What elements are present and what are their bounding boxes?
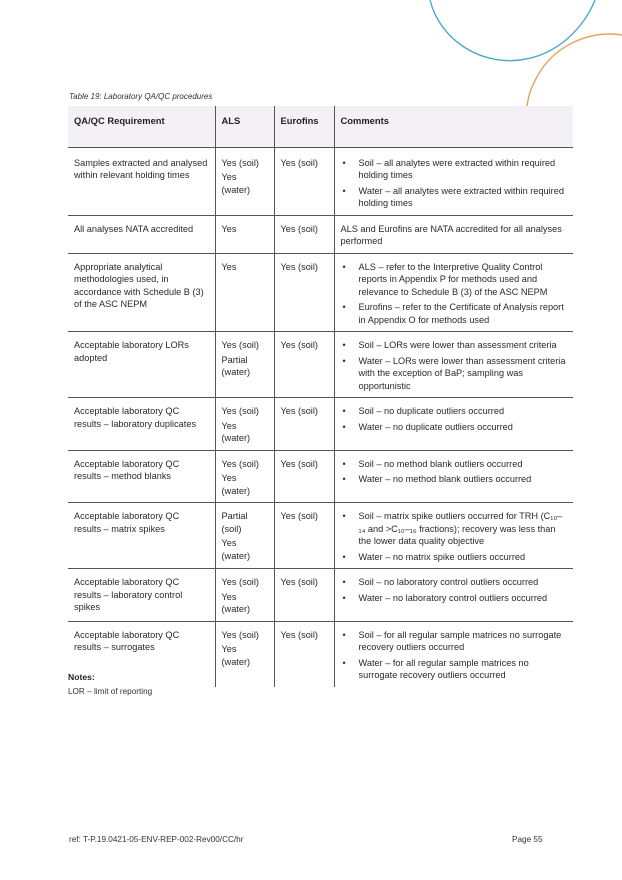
bullet-icon: • — [342, 157, 346, 168]
footer-reference: ref: T-P.19.0421-05-ENV-REP-002-Rev00/CC/hr — [69, 835, 244, 844]
table-row — [68, 503, 573, 569]
bullet-icon: • — [342, 261, 346, 272]
bullet-icon: • — [342, 511, 346, 521]
eurofins-cell: Yes (soil) — [274, 253, 334, 332]
requirement-cell: Samples extracted and analysed within relevant holding times — [74, 157, 208, 180]
eurofins-cell: Yes (soil) — [274, 398, 334, 451]
comment-item — [341, 592, 568, 605]
comments-cell: ALS and Eurofins are NATA accredited for all analyses performed — [334, 215, 573, 253]
bullet-icon: • — [342, 551, 346, 562]
bullet-icon: • — [342, 629, 346, 640]
comment-text: Water – no duplicate outliers occurred — [358, 421, 513, 432]
comment-item — [341, 576, 568, 589]
als-value: Yes (soil) — [221, 629, 259, 640]
comment-item — [341, 301, 568, 326]
requirement-cell: Acceptable laboratory QC results – surrogates — [74, 629, 180, 652]
comment-item — [341, 339, 568, 352]
als-cell — [215, 621, 274, 687]
comment-text: Soil – matrix spike outliers occurred for TRH (C₁₀–₁₄ and >C₁₀–₁₆ fractions); recovery was less than the lower data quality objective — [358, 511, 563, 546]
table-row — [68, 253, 573, 332]
comment-text: Soil – no duplicate outliers occurred — [358, 406, 505, 416]
comment-text: Eurofins – refer to the Certificate of Analysis report in Appendix O for methods used — [358, 302, 564, 325]
table-row — [68, 332, 573, 398]
comment-item — [341, 421, 568, 434]
comment-item — [341, 355, 568, 393]
table-row — [68, 621, 573, 687]
header-comments: Comments — [334, 106, 573, 147]
eurofins-cell: Yes (soil) — [274, 569, 334, 622]
table-row — [68, 450, 573, 503]
table-body — [68, 147, 573, 687]
eurofins-cell: Yes (soil) — [274, 332, 334, 398]
eurofins-cell: Yes (soil) — [274, 147, 334, 215]
footer-page-number: Page 55 — [512, 835, 543, 844]
notes-text: LOR – limit of reporting — [68, 687, 153, 696]
als-value: Yes (soil) — [221, 458, 259, 469]
table-row — [68, 569, 573, 622]
comment-text: Soil – no laboratory control outliers occurred — [358, 577, 539, 587]
bullet-icon: • — [342, 474, 346, 484]
als-cell — [215, 398, 274, 451]
als-value: Partial (soil) — [221, 511, 248, 534]
comment-text: Water – LORs were lower than assessment criteria with the exception of BaP; sampling was opportunistic — [358, 355, 566, 391]
comment-text: Water – for all regular sample matrices no surrogate recovery outliers occurred — [358, 657, 529, 680]
comments-list — [341, 405, 568, 433]
bullet-icon: • — [342, 421, 346, 432]
table-row — [68, 147, 573, 215]
bullet-icon: • — [342, 302, 346, 312]
comment-text: Water – all analytes were extracted within required holding times — [358, 185, 564, 208]
comment-text: Water – no laboratory control outliers occurred — [358, 592, 548, 603]
bullet-icon: • — [342, 657, 346, 668]
als-cell — [215, 569, 274, 622]
comment-item — [341, 657, 568, 682]
comment-item — [341, 157, 568, 182]
als-value: Yes — [221, 261, 237, 272]
comment-text: Water – no method blank outliers occurred — [358, 474, 532, 484]
header-eurofins: Eurofins — [274, 106, 334, 147]
comment-text: Soil – no method blank outliers occurred — [358, 458, 523, 469]
bullet-icon: • — [342, 406, 346, 416]
bullet-icon: • — [342, 592, 346, 603]
als-cell — [215, 503, 274, 569]
comment-text: ALS – refer to the Interpretive Quality Control reports in Appendix P for methods used and relevance to Schedule B (3) of the ASC NEPM — [358, 261, 548, 297]
als-cell — [215, 215, 274, 253]
eurofins-cell: Yes (soil) — [274, 450, 334, 503]
comments-cell — [334, 253, 573, 332]
table-row — [68, 398, 573, 451]
notes-title: Notes: — [68, 672, 95, 682]
comment-text: Soil – all analytes were extracted within required holding times — [358, 157, 556, 180]
als-value: Yes (soil) — [221, 406, 259, 416]
bullet-icon: • — [342, 185, 346, 196]
requirement-cell: Acceptable laboratory LORs adopted — [74, 340, 189, 363]
als-value: Yes (water) — [221, 473, 251, 496]
als-value: Partial (water) — [221, 354, 251, 377]
requirement-cell: All analyses NATA accredited — [74, 223, 194, 234]
comments-cell — [334, 503, 573, 569]
als-value: Yes (water) — [221, 591, 251, 614]
bullet-icon: • — [342, 458, 346, 469]
comments-cell — [334, 569, 573, 622]
qaqc-table — [68, 106, 573, 687]
decorative-arcs — [0, 0, 622, 120]
header-als: ALS — [215, 106, 274, 147]
comments-list — [341, 458, 568, 486]
comments-cell — [334, 147, 573, 215]
als-value: Yes (soil) — [221, 577, 259, 587]
comments-cell — [334, 621, 573, 687]
requirement-cell: Acceptable laboratory QC results – laboratory control spikes — [74, 577, 183, 612]
comments-list — [341, 157, 568, 210]
requirement-cell: Acceptable laboratory QC results – method blanks — [74, 458, 180, 481]
comments-list — [341, 576, 568, 604]
comments-list — [341, 629, 568, 682]
comment-item — [341, 458, 568, 471]
als-value: Yes (water) — [221, 644, 251, 667]
comment-item — [341, 473, 568, 486]
eurofins-cell: Yes (soil) — [274, 503, 334, 569]
requirement-cell: Acceptable laboratory QC results – matrix spikes — [74, 511, 180, 534]
als-value: Yes — [221, 223, 237, 234]
comment-item — [341, 405, 568, 418]
bullet-icon: • — [342, 577, 346, 587]
requirement-cell: Acceptable laboratory QC results – laboratory duplicates — [74, 406, 197, 429]
bullet-icon: • — [342, 355, 346, 366]
comment-text: Soil – for all regular sample matrices no surrogate recovery outliers occurred — [358, 629, 562, 652]
comments-cell — [334, 398, 573, 451]
als-cell — [215, 253, 274, 332]
requirement-cell: Appropriate analytical methodologies used, in accordance with Schedule B (3) of the ASC NEPM — [74, 261, 204, 309]
comment-item — [341, 185, 568, 210]
als-value: Yes (soil) — [221, 340, 259, 350]
comments-list — [341, 339, 568, 392]
comments-cell — [334, 450, 573, 503]
als-value: Yes (water) — [221, 172, 251, 195]
table-caption: Table 19: Laboratory QA/QC procedures — [69, 92, 213, 101]
comment-item — [341, 261, 568, 299]
table-row — [68, 215, 573, 253]
als-cell — [215, 147, 274, 215]
als-value: Yes (soil) — [221, 157, 259, 168]
comment-text: Water – no matrix spike outliers occurred — [358, 551, 526, 562]
eurofins-cell: Yes (soil) — [274, 621, 334, 687]
als-value: Yes (water) — [221, 538, 251, 561]
comments-list — [341, 261, 568, 327]
als-value: Yes (water) — [221, 420, 251, 443]
comment-item — [341, 551, 568, 564]
comments-cell — [334, 332, 573, 398]
comment-item — [341, 629, 568, 654]
comment-text: Soil – LORs were lower than assessment criteria — [358, 340, 557, 350]
header-requirement: QA/QC Requirement — [68, 106, 215, 147]
bullet-icon: • — [342, 340, 346, 350]
blue-arc — [430, 0, 595, 61]
eurofins-cell: Yes (soil) — [274, 215, 334, 253]
table-header-row — [68, 106, 573, 147]
comments-list — [341, 510, 568, 563]
comment-item — [341, 510, 568, 548]
als-cell — [215, 332, 274, 398]
als-cell — [215, 450, 274, 503]
